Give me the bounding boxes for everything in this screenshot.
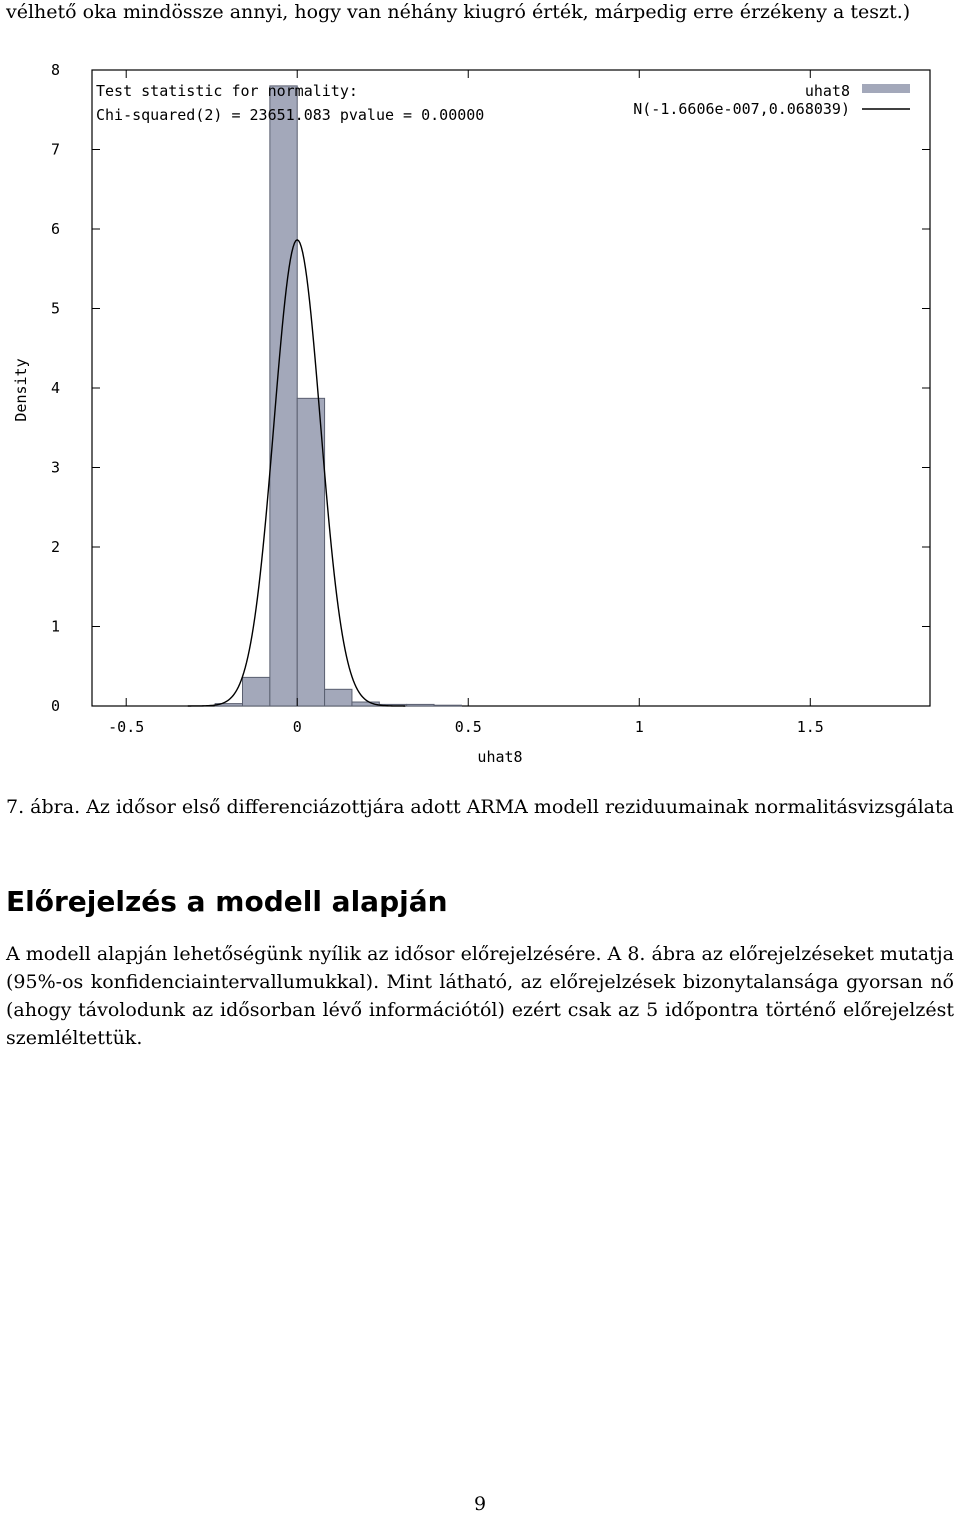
x-tick-label: 0 — [292, 718, 302, 736]
histogram-bar — [242, 677, 269, 706]
x-tick-label: -0.5 — [108, 718, 145, 736]
plot-frame — [92, 70, 930, 706]
histogram-bar — [297, 398, 324, 706]
histogram-bar — [434, 705, 461, 706]
paragraph-text: A modell alapján lehetőségünk nyílik az idősor előrejelzésére. A 8. ábra az előrejelzéseket mutatja (95%-os konfidenciaintervallumukkal). Mint látható, az előrejelzések bizonytalansága gyorsan nő (ahogy távolodunk az idősorban lévő információtól) ezért csak az 5 időpontra történő előrejelzést szemléltettük. — [6, 943, 954, 1049]
y-tick-label: 2 — [50, 538, 60, 556]
x-tick-label: 1 — [634, 718, 644, 736]
y-tick-label: 6 — [50, 220, 60, 238]
y-axis-label: Density — [12, 358, 30, 422]
y-tick-label: 1 — [50, 617, 60, 636]
section-title: Előrejelzés a modell alapján — [6, 885, 448, 918]
annotation-line-1: Test statistic for normality: — [96, 82, 358, 100]
histogram-figure — [0, 56, 960, 762]
x-axis-label: uhat8 — [477, 748, 523, 762]
figure-caption: 7. ábra. Az idősor első differenciázottjára adott ARMA modell reziduumainak normalitásvizsgálata — [6, 796, 954, 818]
histogram-bar — [270, 86, 297, 706]
y-tick-label: 8 — [50, 61, 60, 79]
y-tick-label: 5 — [50, 299, 60, 318]
top-text-line: vélhető oka mindössze annyi, hogy van néhány kiugró érték, márpedig erre érzékeny a teszt.) — [6, 1, 911, 23]
x-tick-label: 1.5 — [796, 718, 824, 736]
histogram-bar — [325, 689, 352, 706]
y-tick-label: 3 — [50, 458, 60, 477]
x-tick-label: 0.5 — [454, 718, 482, 736]
histogram-chart — [0, 56, 960, 762]
page-number: 9 — [473, 1493, 487, 1515]
y-tick-label: 7 — [50, 140, 60, 159]
legend-label-histogram: uhat8 — [804, 82, 850, 100]
legend-label-normal-curve: N(-1.6606e-007,0.068039) — [633, 100, 850, 118]
legend-swatch-histogram — [862, 84, 910, 93]
y-tick-label: 4 — [50, 379, 60, 397]
histogram-bar — [407, 704, 434, 706]
y-tick-label: 0 — [50, 697, 60, 715]
body-paragraph — [6, 940, 954, 1052]
annotation-line-2: Chi-squared(2) = 23651.083 pvalue = 0.00000 — [96, 106, 485, 124]
